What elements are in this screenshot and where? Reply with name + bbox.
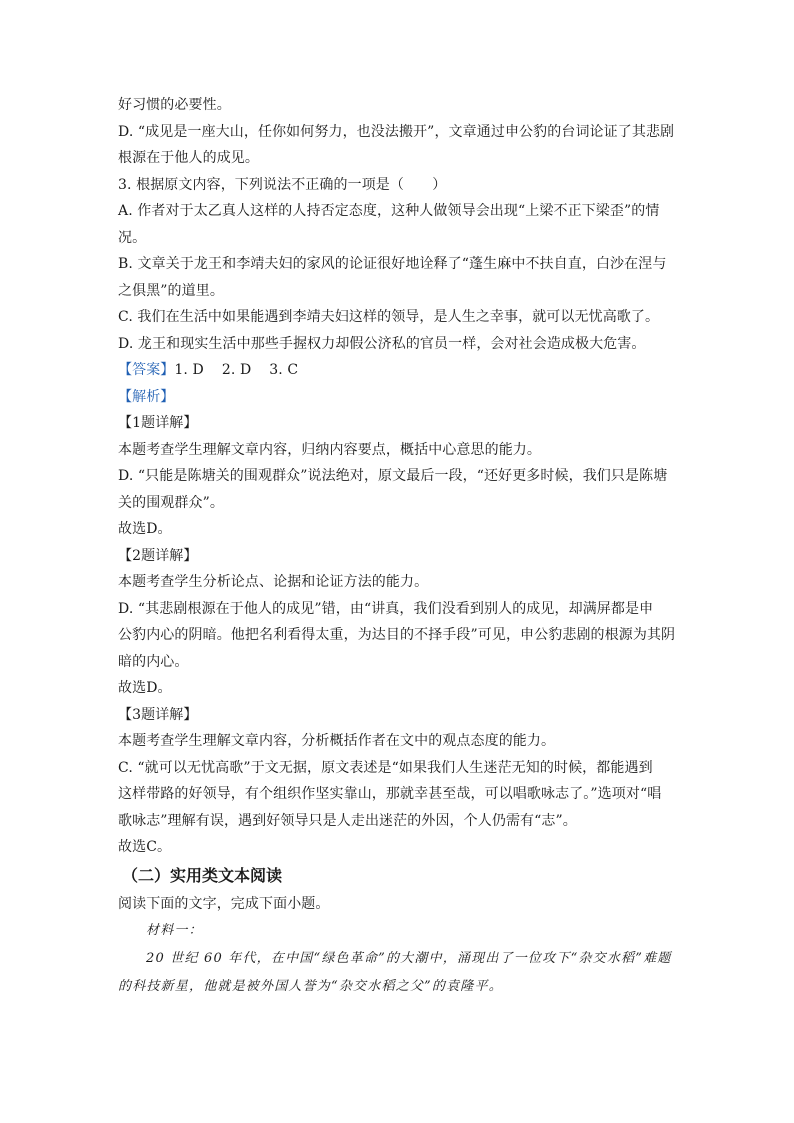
analysis-label: 【解析】 [118,388,175,405]
option-b-line: B. 文章关于龙王和李靖夫妇的家风的论证很好地诠释了“蓬生麻中不扶自直，白沙在涅与 [118,256,667,272]
q3-label: 【3题详解】 [118,706,198,723]
material-paragraph: 20 世纪 60 年代，在中国“绿色革命”的大潮中，涌现出了一位攻下“杂交水稻”难题 [146,951,672,966]
q1-choose: 故选D。 [118,521,172,537]
option-a-line: A. 作者对于太乙真人这样的人持否定态度，这种人做领导会出现“上梁不正下梁歪”的情 [118,203,660,219]
q2-label: 【2题详解】 [118,547,198,564]
q2-detail: 公豹内心的阴暗。他把名利看得太重，为达目的不择手段”可见，申公豹悲剧的根源为其阴 [118,627,676,643]
material-label: 材料一： [146,923,203,938]
q3-detail: 这样带路的好领导，有个组织作坚实靠山，那就幸甚至哉，可以唱歌咏志了。”选项对“唱 [118,786,662,802]
answer-1: 1. D [174,362,204,378]
q3-intro: 本题考查学生理解文章内容，分析概括作者在文中的观点态度的能力。 [118,733,556,749]
text-line: 况。 [118,229,147,246]
q3-choose: 故选C。 [118,839,172,855]
q1-detail: D. “只能是陈塘关的围观群众”说法绝对，原文最后一段，“还好更多时候，我们只是陈塘 [118,468,668,484]
q3-detail: 歌咏志”理解有误，遇到好领导只是人走出迷茫的外因，个人仍需有“志”。 [118,812,577,829]
document-page [118,92,678,1001]
answer-label: 【答案】 [118,362,175,378]
q1-intro: 本题考查学生理解文章内容，归纳内容要点，概括中心意思的能力。 [118,441,541,458]
option-c-line: C. 我们在生活中如果能遇到李靖夫妇这样的领导，是人生之幸事，就可以无忧高歌了。 [118,309,660,325]
q2-intro: 本题考查学生分析论点、论据和论证方法的能力。 [118,574,429,590]
text-line: 好习惯的必要性。 [118,97,231,113]
q2-detail: D. “其悲剧根源在于他人的成见”错，由“讲真，我们没看到别人的成见，却满屏都是申 [118,600,654,617]
answer-row [118,357,678,384]
text-line: 根源在于他人的成见。 [118,150,259,166]
q2-detail: 暗的内心。 [118,653,189,670]
question-3: 3. 根据原文内容，下列说法不正确的一项是（ ） [118,176,447,193]
q2-choose: 故选D。 [118,680,172,696]
q3-detail: C. “就可以无忧高歌”于文无据，原文表述是“如果我们人生迷茫无知的时候，都能遇到 [118,759,653,776]
option-d-line: D. “成见是一座大山，任你如何努力，也没法搬开”，文章通过申公豹的台词论证了其悲剧 [118,123,675,140]
material-paragraph: 的科技新星，他就是被外国人誉为“杂交水稻之父”的袁隆平。 [118,979,503,994]
q1-detail: 关的围观群众”。 [118,494,224,511]
section-title: （二）实用类文本阅读 [122,865,283,885]
option-d-line: D. 龙王和现实生活中那些手握权力却假公济私的官员一样，会对社会造成极大危害。 [118,335,646,352]
text-line: 之俱黑”的道里。 [118,282,224,299]
q1-label: 【1题详解】 [118,415,198,431]
answer-3: 3. C [269,362,299,378]
section-instruction: 阅读下面的文字，完成下面小题。 [118,895,330,912]
answer-2: 2. D [221,362,252,378]
